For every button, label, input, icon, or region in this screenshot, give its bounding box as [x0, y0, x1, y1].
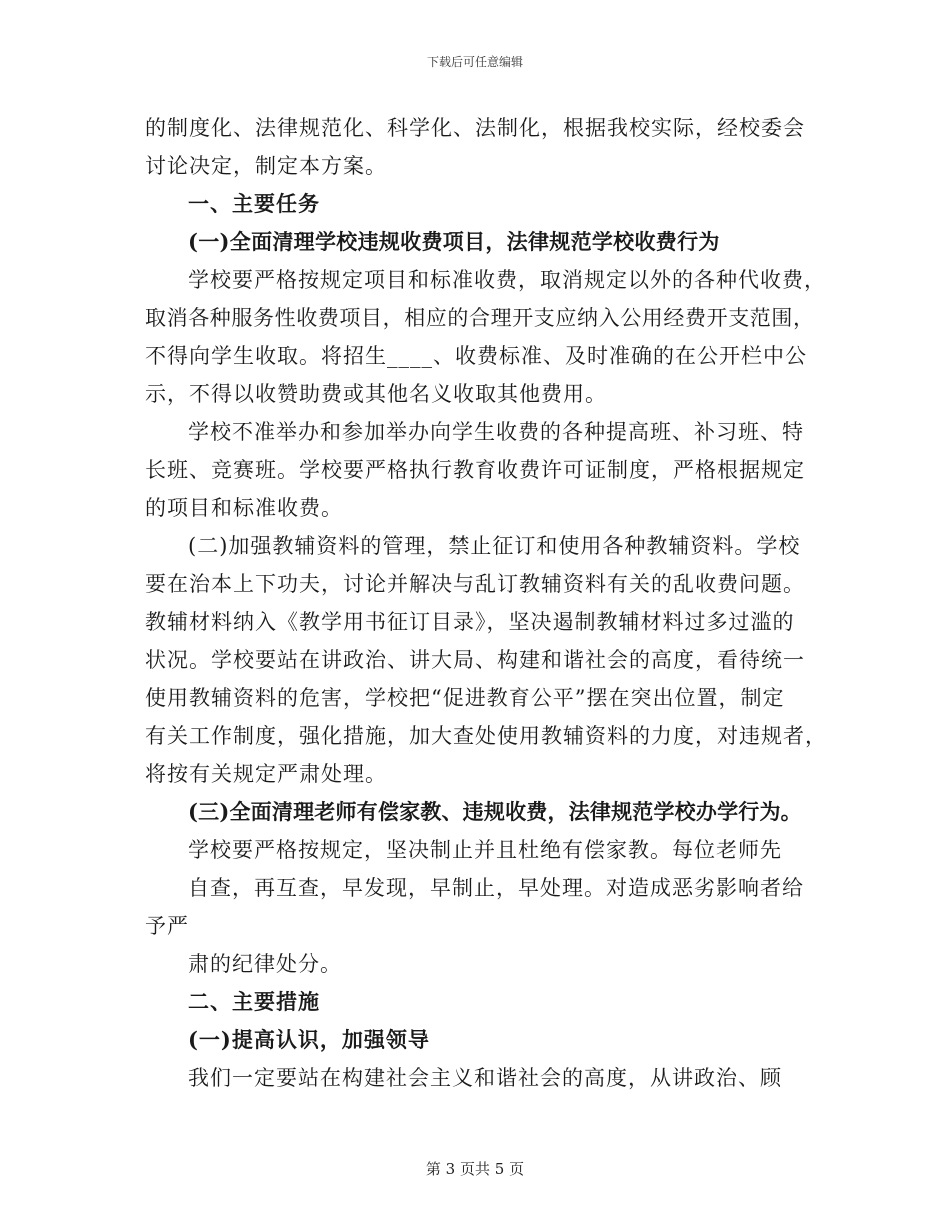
section-heading: 一、主要任务	[188, 191, 320, 216]
subsection-heading: (一)全面清理学校违规收费项目，法律规范学校收费行为	[188, 229, 720, 254]
page-header: 下载后可任意编辑	[426, 55, 523, 69]
paragraph-line: 示，不得以收赞助费或其他名义收取其他费用。	[145, 382, 607, 406]
paragraph-line: 不得向学生收取。将招生____、收费标准、及时准确的在公开栏中公	[145, 344, 807, 368]
paragraph-line: 自查，再互查，早发现，早制止，早处理。对造成恶劣影响者给	[188, 876, 804, 900]
paragraph-line: 学校不准举办和参加举办向学生收费的各种提高班、补习班、特	[188, 420, 804, 444]
paragraph-line: 肃的纪律处分。	[188, 952, 342, 976]
paragraph-line: 使用教辅资料的危害，学校把“促进教育公平”摆在突出位置，制定	[145, 686, 785, 710]
paragraph-line: 有关工作制度，强化措施，加大查处使用教辅资料的力度，对违规者，	[145, 724, 827, 748]
paragraph-line: 将按有关规定严肃处理。	[145, 762, 387, 786]
paragraph-line: 的项目和标准收费。	[145, 496, 343, 520]
paragraph-line: 的制度化、法律规范化、科学化、法制化，根据我校实际，经校委会	[145, 116, 805, 140]
paragraph-line: 要在治本上下功夫，讨论并解决与乱订教辅资料有关的乱收费问题。	[145, 572, 805, 596]
subsection-heading: (三)全面清理老师有偿家教、违规收费，法律规范学校办学行为。	[188, 799, 802, 824]
page-number: 第 3 页共 5 页	[425, 1160, 525, 1178]
paragraph-line: 予严	[145, 914, 189, 938]
paragraph-line: 长班、竞赛班。学校要严格执行教育收费许可证制度，严格根据规定	[145, 458, 805, 482]
paragraph-line: 学校要严格按规定项目和标准收费，取消规定以外的各种代收费，	[188, 268, 826, 292]
paragraph-line: 教辅材料纳入《教学用书征订目录》，坚决遏制教辅材料过多过滥的	[145, 610, 795, 634]
paragraph-line: 状况。学校要站在讲政治、讲大局、构建和谐社会的高度，看待统一	[145, 648, 805, 672]
subsection-heading: (一)提高认识，加强领导	[188, 1027, 430, 1052]
paragraph-line: 学校要严格按规定，坚决制止并且杜绝有偿家教。每位老师先	[188, 838, 782, 862]
paragraph-line: 讨论决定，制定本方案。	[145, 154, 387, 178]
paragraph-line: (二)加强教辅资料的管理，禁止征订和使用各种教辅资料。学校	[188, 534, 801, 558]
section-heading: 二、主要措施	[188, 989, 320, 1014]
paragraph-line: 我们一定要站在构建社会主义和谐社会的高度，从讲政治、顾	[188, 1066, 782, 1090]
paragraph-line: 取消各种服务性收费项目，相应的合理开支应纳入公用经费开支范围，	[145, 306, 815, 330]
